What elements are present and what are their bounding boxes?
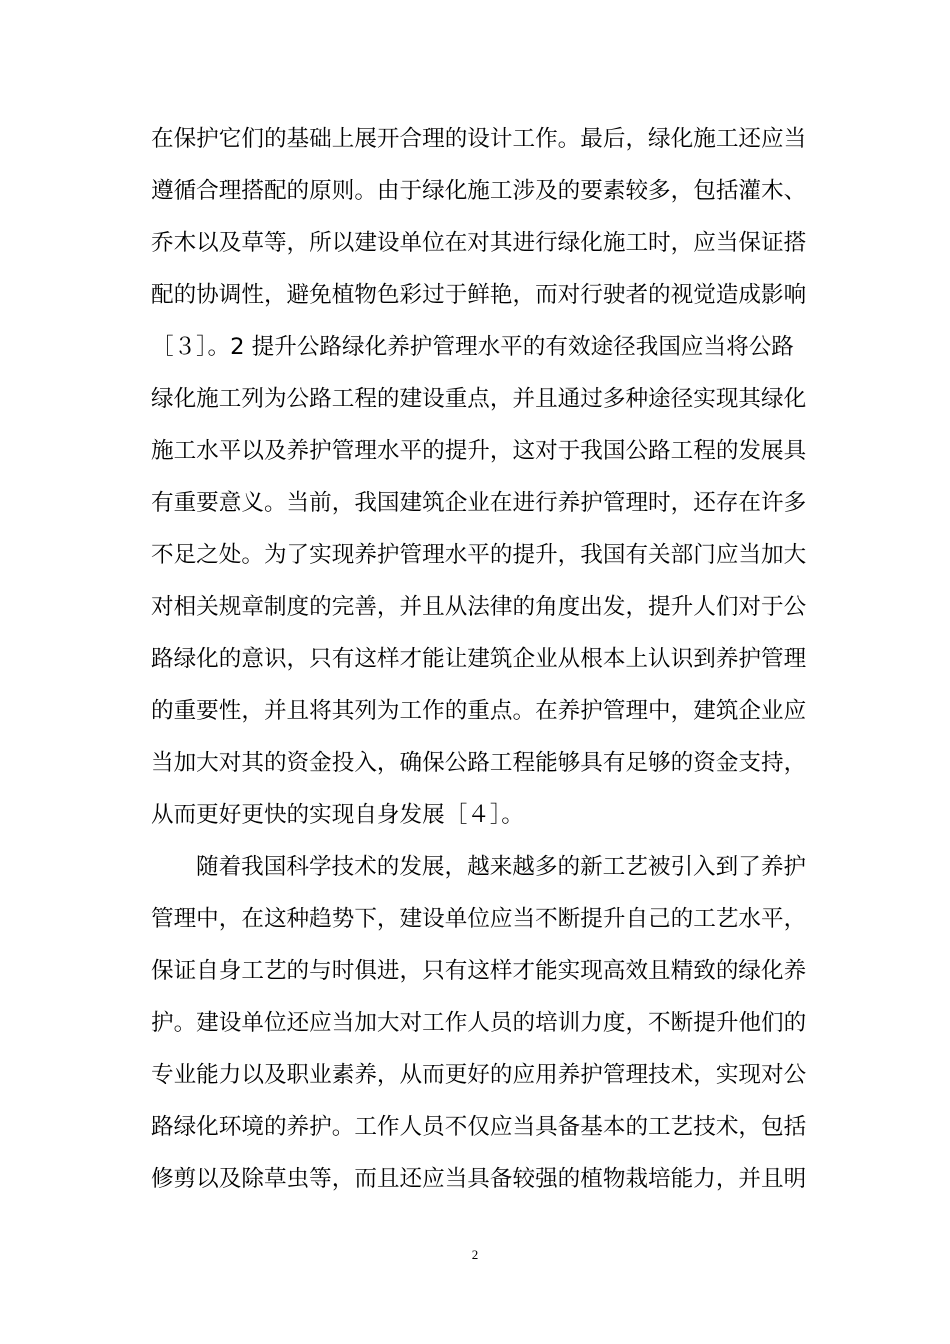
text-line: 保证自身工艺的与时俱进，只有这样才能实现高效且精致的绿化养 [151,958,807,984]
text-line: 从而更好更快的实现自身发展［４］。 [151,802,524,828]
text-line: 在保护它们的基础上展开合理的设计工作。最后，绿化施工还应当 [151,126,807,152]
text-line: 路绿化环境的养护。工作人员不仅应当具备基本的工艺技术，包括 [151,1114,807,1140]
page-number: 2 [471,1247,479,1262]
text-line: 绿化施工列为公路工程的建设重点，并且通过多种途径实现其绿化 [151,386,807,412]
text-line: 遵循合理搭配的原则。由于绿化施工涉及的要素较多，包括灌木、 [151,178,807,204]
body-text [151,113,811,1205]
text-line: 当加大对其的资金投入，确保公路工程能够具有足够的资金支持， [151,750,807,776]
text-line: 修剪以及除草虫等，而且还应当具备较强的植物栽培能力，并且明 [151,1166,807,1192]
text-line: 护。建设单位还应当加大对工作人员的培训力度，不断提升他们的 [151,1010,807,1036]
text-line: 配的协调性，避免植物色彩过于鲜艳，而对行驶者的视觉造成影响 [151,282,807,308]
text-line: 路绿化的意识，只有这样才能让建筑企业从根本上认识到养护管理 [151,646,807,672]
text-line: 乔木以及草等，所以建设单位在对其进行绿化施工时，应当保证搭 [151,230,807,256]
text-line: 的重要性，并且将其列为工作的重点。在养护管理中，建筑企业应 [151,698,807,724]
text-line: 不足之处。为了实现养护管理水平的提升，我国有关部门应当加大 [151,542,807,568]
text-line: 施工水平以及养护管理水平的提升，这对于我国公路工程的发展具 [151,438,807,464]
paragraph-1 [151,113,811,841]
text-line: 有重要意义。当前，我国建筑企业在进行养护管理时，还存在许多 [151,490,807,516]
text-line: ［３］。2 提升公路绿化养护管理水平的有效途径我国应当将公路 [151,334,794,360]
paragraph-2 [151,841,811,1205]
text-line: 专业能力以及职业素养，从而更好的应用养护管理技术，实现对公 [151,1062,807,1088]
text-line: 对相关规章制度的完善，并且从法律的角度出发，提升人们对于公 [151,594,807,620]
text-line: 管理中，在这种趋势下，建设单位应当不断提升自己的工艺水平， [151,906,807,932]
text-line: 随着我国科学技术的发展，越来越多的新工艺被引入到了养护 [196,854,807,880]
